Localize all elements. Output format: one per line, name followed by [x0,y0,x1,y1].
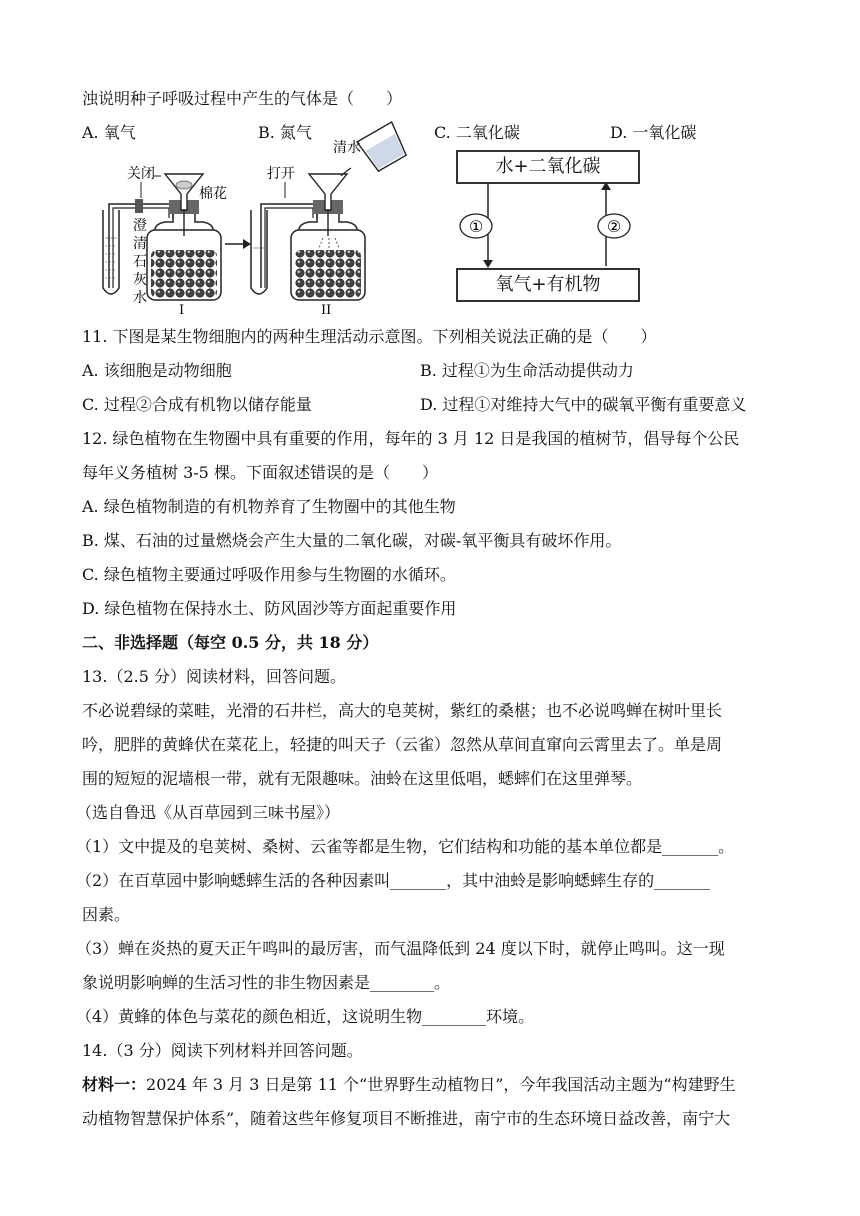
arrow-down-icon [483,260,493,268]
label-setup-i: I [179,303,185,318]
label-limewater-2: 清 [133,236,147,252]
q12-option-b: B. 煤、石油的过量燃烧会产生大量的二氧化碳，对碳-氧平衡具有破坏作用。 [82,531,622,550]
q13-sub3-line2: 象说明影响蝉的生活习性的非生物因素是________。 [82,973,451,992]
label-limewater-5: 水 [133,290,147,306]
q13-passage-line3: 围的短短的泥墙根一带，就有无限趣味。油蛉在这里低唱，蟋蟀们在这里弹琴。 [82,769,643,788]
q12-option-d: D. 绿色植物在保持水土、防风固沙等方面起重要作用 [82,599,457,618]
q11-option-b: B. 过程①为生命活动提供动力 [420,361,634,380]
q12-stem-line1: 12. 绿色植物在生物圈中具有重要的作用，每年的 3 月 12 日是我国的植树节，倡导每个公民 [82,429,740,448]
q14-stem: 14.（3 分）阅读下列材料并回答问题。 [82,1041,363,1060]
label-limewater-4: 灰 [133,272,147,288]
material1-label: 材料一： [82,1075,147,1094]
q11-option-a: A. 该细胞是动物细胞 [82,361,232,380]
arrow-right-icon [225,239,251,249]
q12-option-a: A. 绿色植物制造的有机物养育了生物圈中的其他生物 [82,497,456,516]
q10-option-a: A. 氧气 [82,123,136,142]
q10-stem-tail: 浊说明种子呼吸过程中产生的气体是（ ） [82,89,403,108]
q10-option-d: D. 一氧化碳 [610,123,697,142]
process-2-label: ② [606,217,622,236]
q13-source: （选自鲁迅《从百草园到三味书屋》） [76,803,341,822]
q13-sub1: （1）文中提及的皂荚树、桑树、云雀等都是生物，它们结构和功能的基本单位都是_______。 [76,837,735,856]
q13-sub3-line1: （3）蝉在炎热的夏天正午鸣叫的最厉害，而气温降低到 24 度以下时，就停止鸣叫。这一现 [76,939,725,958]
q13-passage-line1: 不必说碧绿的菜畦，光滑的石井栏，高大的皂荚树，紫红的桑椹；也不必说鸣蝉在树叶里长 [82,701,723,720]
label-setup-ii: II [321,303,332,318]
process-1-label: ① [468,217,484,236]
process-arrows [448,150,646,306]
q13-sub4: （4）黄蜂的体色与菜花的颜色相近，这说明生物________环境。 [76,1007,535,1026]
label-cotton: 棉花 [199,186,227,202]
q14-material1-line1 [82,1074,736,1096]
q13-sub2-line2: 因素。 [82,905,131,924]
q12-option-c: C. 绿色植物主要通过呼吸作用参与生物圈的水循环。 [82,565,456,584]
material1-text: 2024 年 3 月 3 日是第 11 个“世界野生动植物日”，今年我国活动主题为“构建野生 [146,1075,736,1094]
label-close: 关闭 [127,166,155,182]
setup-one [103,165,227,318]
q11-option-d: D. 过程①对维持大气中的碳氧平衡有重要意义 [420,395,747,414]
q13-sub2-line1: （2）在百草园中影响蟋蟀生活的各种因素叫_______，其中油蛉是影响蟋蟀生存的_______ [76,871,711,890]
q14-material1-line2: 动植物智慧保护体系”，随着这些年修复项目不断推进，南宁市的生态环境日益改善，南宁大 [82,1109,731,1128]
q13-stem: 13.（2.5 分）阅读材料，回答问题。 [82,667,346,686]
seed-respiration-apparatus-figure [95,138,415,318]
box-oxygen-organic: 氧气+有机物 [456,268,640,302]
label-open: 打开 [267,166,295,182]
q11-stem: 11. 下图是某生物细胞内的两种生理活动示意图。下列相关说法正确的是（ ） [82,327,657,346]
q10-option-c: C. 二氧化碳 [434,123,520,142]
q11-option-c: C. 过程②合成有机物以储存能量 [82,395,312,414]
label-water: 清水 [333,140,361,156]
arrow-up-icon [601,182,611,190]
label-limewater-3: 石 [133,254,147,270]
section-two-title: 二、非选择题（每空 0.5 分，共 18 分） [82,633,379,652]
setup-two [251,122,410,318]
photosynthesis-respiration-figure [448,150,646,306]
q10-option-b: B. 氮气 [258,123,312,142]
q12-stem-line2: 每年义务植树 3-5 棵。下面叙述错误的是（ ） [82,463,438,482]
label-limewater-1: 澄 [133,218,147,234]
q13-passage-line2: 吟，肥胖的黄蜂伏在菜花上，轻捷的叫天子（云雀）忽然从草间直窜向云霄里去了。单是周 [82,735,723,754]
box-water-co2: 水+二氧化碳 [456,150,640,184]
